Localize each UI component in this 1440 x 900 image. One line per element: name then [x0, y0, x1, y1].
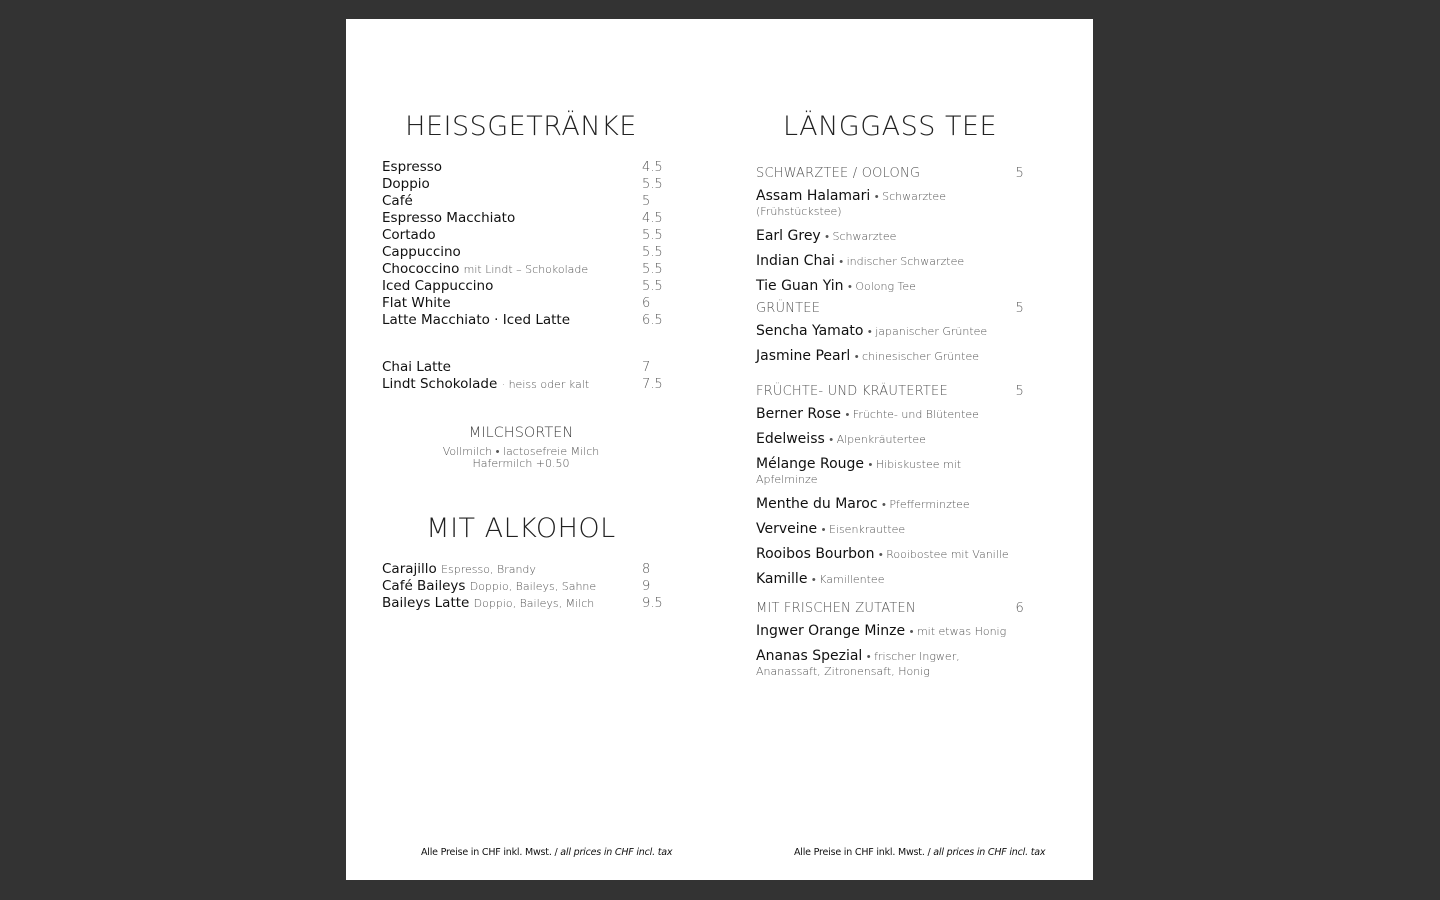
tea-item: [756, 254, 1024, 269]
tea-item: [756, 457, 1024, 487]
tea-name: Menthe du Maroc: [756, 496, 878, 512]
tea-group-green: [756, 301, 1024, 364]
tea-group-price: 5: [1015, 301, 1024, 316]
tea-item: [756, 572, 1024, 587]
item-name: Espresso: [382, 159, 443, 175]
tea-item: [756, 189, 1024, 219]
item-price: 5.5: [642, 262, 663, 277]
tea-group-label: FRÜCHTE- UND KRÄUTERTEE: [756, 384, 948, 399]
item-name: Flat White: [382, 295, 451, 311]
tea-group-price: 6: [1015, 601, 1024, 616]
item-price: 5: [642, 194, 651, 209]
tea-item: [756, 649, 1024, 679]
price-note-en: all prices in CHF incl. tax: [933, 847, 1046, 858]
tea-item: [756, 624, 1024, 639]
tea-name: Verveine: [756, 521, 818, 537]
menu-item: [382, 295, 660, 312]
item-price: 5.5: [642, 279, 663, 294]
item-price: 9.5: [642, 596, 663, 611]
item-name: Latte Macchiato · Iced Latte: [382, 312, 571, 328]
item-price: 6.5: [642, 313, 663, 328]
tea-item: [756, 497, 1024, 512]
tea-description: • Hibiskustee mit Apfelminze: [756, 458, 962, 486]
item-price: 7.5: [642, 377, 663, 392]
item-price: 8: [642, 562, 651, 577]
milk-line: Hafermilch +0.50: [472, 457, 570, 470]
item-price: 5.5: [642, 177, 663, 192]
price-note-en: all prices in CHF incl. tax: [560, 847, 673, 858]
item-description: · heiss oder kalt: [501, 378, 590, 391]
tea-name: Edelweiss: [756, 431, 825, 447]
tea-name: Kamille: [756, 571, 808, 587]
tea-name: Berner Rose: [756, 406, 841, 422]
tea-description: • Früchte- und Blütentee: [845, 408, 979, 421]
item-name: Café: [382, 193, 413, 209]
price-note-right: [794, 847, 1045, 858]
item-description: Doppio, Baileys, Milch: [473, 597, 595, 610]
tea-description: • Rooibostee mit Vanille: [878, 548, 1009, 561]
item-name: Cortado: [382, 227, 436, 243]
tea-item: [756, 522, 1024, 537]
menu-item: [382, 159, 663, 176]
item-name: Doppio: [382, 176, 430, 192]
tea-group-label: GRÜNTEE: [756, 301, 821, 316]
item-description: mit Lindt – Schokolade: [463, 263, 589, 276]
price-note-left: [421, 847, 672, 858]
hot-drinks-title: HEISSGETRÄNKE: [405, 111, 637, 142]
menu-item: [382, 312, 663, 329]
menu-item: [382, 244, 663, 261]
price-note-de: Alle Preise in CHF inkl. Mwst. /: [421, 847, 558, 858]
tea-name: Jasmine Pearl: [756, 348, 851, 364]
item-name: Baileys Latte: [382, 595, 470, 611]
menu-item: [382, 561, 660, 578]
tea-name: Rooibos Bourbon: [756, 546, 875, 562]
milk-title: MILCHSORTEN: [468, 425, 574, 441]
item-price: 9: [642, 579, 651, 594]
tea-group-fresh: [756, 601, 1024, 679]
item-description: Doppio, Baileys, Sahne: [469, 580, 597, 593]
tea-description: • frischer Ingwer, Ananassaft, Zitronensaft, Honig: [756, 650, 960, 678]
item-price: 6: [642, 296, 651, 311]
item-price: 5.5: [642, 245, 663, 260]
tea-group-price: 5: [1015, 384, 1024, 399]
hot-drinks-list: [382, 159, 663, 329]
item-price: 5.5: [642, 228, 663, 243]
item-price: 4.5: [642, 211, 663, 226]
item-name: Cappuccino: [382, 244, 461, 260]
tea-name: Ananas Spezial: [756, 648, 863, 664]
menu-item: [382, 578, 660, 595]
tea-description: • japanischer Grüntee: [867, 325, 988, 338]
tea-name: Assam Halamari: [756, 188, 871, 204]
menu-item: [382, 595, 663, 612]
tea-name: Tie Guan Yin: [756, 278, 844, 294]
item-name: Chai Latte: [382, 359, 451, 375]
tea-item: [756, 407, 1024, 422]
item-name: Carajillo: [382, 561, 437, 577]
menu-item: [382, 261, 663, 278]
item-name: Espresso Macchiato: [382, 210, 516, 226]
tea-name: Indian Chai: [756, 253, 835, 269]
menu-item: [382, 227, 663, 244]
tea-description: • chinesischer Grüntee: [854, 350, 980, 363]
tea-group-label: SCHWARZTEE / OOLONG: [756, 166, 921, 181]
tea-group-black: [756, 166, 1024, 294]
tea-group-heading: [756, 166, 1024, 182]
menu-item: [382, 176, 663, 193]
tea-description: • Schwarztee: [825, 230, 897, 243]
menu-item: [382, 193, 660, 210]
tea-item: [756, 432, 1024, 447]
item-price: 4.5: [642, 160, 663, 175]
item-description: Espresso, Brandy: [441, 563, 536, 576]
menu-item: [382, 210, 663, 227]
tea-item: [756, 547, 1024, 562]
tea-description: • Oolong Tee: [847, 280, 916, 293]
tea-description: • Eisenkrauttee: [821, 523, 906, 536]
tea-title: LÄNGGASS TEE: [782, 111, 998, 142]
tea-name: Earl Grey: [756, 228, 821, 244]
tea-name: Mélange Rouge: [756, 456, 865, 472]
hot-drinks-list-2: [382, 359, 663, 393]
alcohol-title: MIT ALKOHOL: [426, 513, 616, 544]
item-name: Iced Cappuccino: [382, 278, 494, 294]
tea-description: • mit etwas Honig: [909, 625, 1007, 638]
menu-item: [382, 278, 663, 295]
menu-item: [382, 359, 660, 376]
item-name: Chococcino: [382, 261, 460, 277]
tea-group-heading: [756, 301, 1024, 317]
tea-group-heading: [756, 384, 1024, 400]
tea-item: [756, 229, 1024, 244]
tea-description: • indischer Schwarztee: [839, 255, 965, 268]
milk-options: [382, 425, 660, 470]
tea-item: [756, 349, 1024, 364]
tea-description: • Alpenkräutertee: [829, 433, 926, 446]
tea-description: • Pfefferminztee: [882, 498, 970, 511]
milk-line: Vollmilch • lactosefreie Milch: [442, 445, 600, 458]
menu-page: [346, 19, 1093, 880]
tea-item: [756, 279, 1024, 294]
menu-item: [382, 376, 663, 393]
price-note-de: Alle Preise in CHF inkl. Mwst. /: [794, 847, 931, 858]
tea-group-price: 5: [1015, 166, 1024, 181]
tea-group-label: MIT FRISCHEN ZUTATEN: [756, 601, 916, 616]
tea-description: • Kamillentee: [811, 573, 885, 586]
alcohol-list: [382, 561, 663, 612]
tea-description: • Schwarztee (Frühstückstee): [756, 190, 946, 218]
item-name: Café Baileys: [382, 578, 466, 594]
tea-name: Sencha Yamato: [756, 323, 864, 339]
item-name: Lindt Schokolade: [382, 376, 498, 392]
tea-name: Ingwer Orange Minze: [756, 623, 906, 639]
tea-group-herbal: [756, 384, 1024, 587]
tea-group-heading: [756, 601, 1024, 617]
tea-item: [756, 324, 1024, 339]
item-price: 7: [642, 360, 651, 375]
